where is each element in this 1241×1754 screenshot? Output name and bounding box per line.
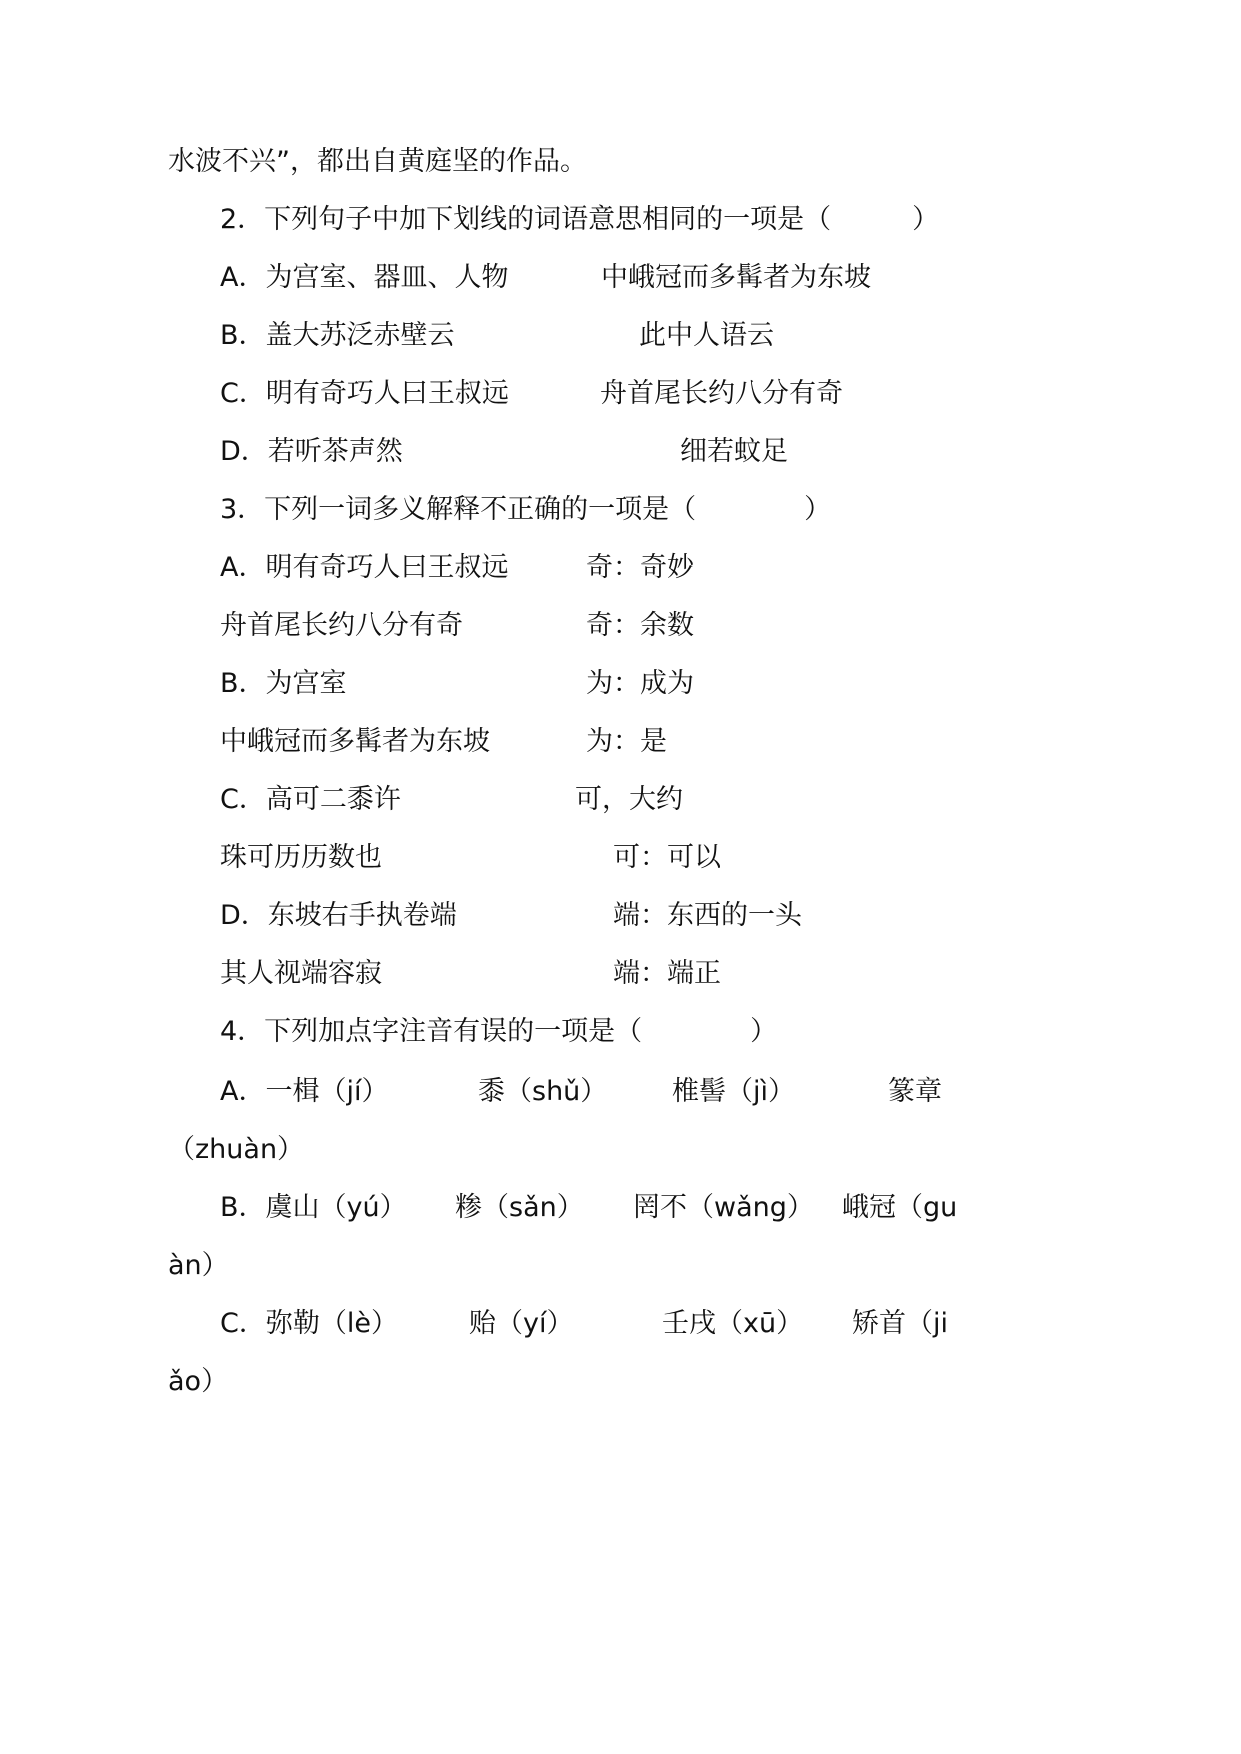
continuation-text: 水波不兴”，都出自黄庭坚的作品。 bbox=[168, 146, 587, 177]
q3-row-right: 为：是 bbox=[586, 726, 667, 757]
q3-row-right: 奇：余数 bbox=[586, 610, 694, 641]
q3-row-right: 为：成为 bbox=[586, 668, 694, 699]
q4-c-label: C．弥勒（lè） bbox=[220, 1308, 398, 1339]
q4-a-word-3: 椎髻（jì） bbox=[672, 1076, 796, 1107]
q2-option-a-right: 中峨冠而多髯者为东坡 bbox=[601, 262, 871, 293]
q2-option-c-left: C．明有奇巧人曰王叔远 bbox=[220, 378, 509, 409]
q3-row-left: 其人视端容寂 bbox=[220, 958, 382, 989]
q4-stem-text: 4．下列加点字注音有误的一项是（ ） bbox=[220, 1016, 778, 1047]
q4-c-word-2: 贻（yí） bbox=[469, 1308, 574, 1339]
q3-row-left: B．为宫室 bbox=[220, 668, 347, 699]
q2-option-b-left: B．盖大苏泛赤壁云 bbox=[220, 320, 455, 351]
q4-c-word-4: 矫首（ji bbox=[852, 1308, 949, 1339]
q3-row-right: 可，大约 bbox=[575, 784, 683, 815]
q2-option-c-right: 舟首尾长约八分有奇 bbox=[600, 378, 843, 409]
q4-b-word-2: 糁（sǎn） bbox=[455, 1192, 584, 1223]
q3-row-left: 舟首尾长约八分有奇 bbox=[220, 610, 463, 641]
q3-row-left: D．东坡右手执卷端 bbox=[220, 900, 457, 931]
q3-row-left: C．高可二黍许 bbox=[220, 784, 401, 815]
q4-a-word-2: 黍（shǔ） bbox=[478, 1076, 608, 1107]
q4-a-word-4: 篆章 bbox=[888, 1076, 942, 1107]
q4-b-wrap-text: àn） bbox=[168, 1250, 229, 1281]
q4-a-label: A．一楫（jí） bbox=[220, 1076, 389, 1107]
q3-row-left: A．明有奇巧人曰王叔远 bbox=[220, 552, 509, 583]
q4-b-word-4: 峨冠（gu bbox=[842, 1192, 958, 1223]
q3-stem-text: 3．下列一词多义解释不正确的一项是（ ） bbox=[220, 494, 832, 525]
q2-option-d-left: D．若听茶声然 bbox=[220, 436, 403, 467]
q3-row-right: 奇：奇妙 bbox=[586, 552, 694, 583]
q3-row-left: 珠可历历数也 bbox=[220, 842, 382, 873]
q4-b-label: B．虞山（yú） bbox=[220, 1192, 407, 1223]
q4-b-word-3: 罔不（wǎng） bbox=[633, 1192, 814, 1223]
q4-c-word-3: 壬戌（xū） bbox=[662, 1308, 804, 1339]
q2-option-b-right: 此中人语云 bbox=[639, 320, 774, 351]
q3-row-right: 端：端正 bbox=[613, 958, 721, 989]
q4-c-wrap-text: ǎo） bbox=[168, 1366, 229, 1397]
q4-a-wrap-text: （zhuàn） bbox=[168, 1134, 305, 1165]
q3-row-left: 中峨冠而多髯者为东坡 bbox=[220, 726, 490, 757]
q3-row-right: 可：可以 bbox=[613, 842, 721, 873]
q2-option-a-left: A．为宫室、器皿、人物 bbox=[220, 262, 509, 293]
q2-option-d-right: 细若蚊足 bbox=[680, 436, 788, 467]
q3-row-right: 端：东西的一头 bbox=[613, 900, 802, 931]
q2-stem-text: 2．下列句子中加下划线的词语意思相同的一项是（ ） bbox=[220, 204, 940, 235]
